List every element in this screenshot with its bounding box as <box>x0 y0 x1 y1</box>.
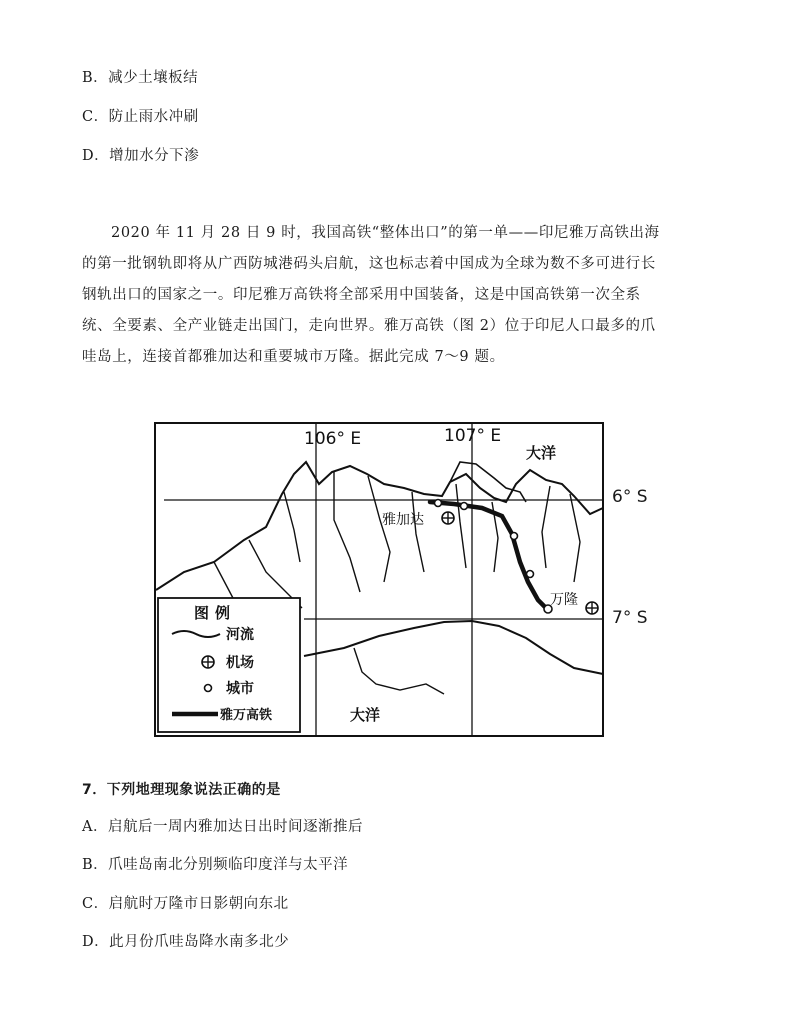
option-text: 防止雨水冲刷 <box>108 109 199 125</box>
question-7-option-d <box>82 930 289 951</box>
ocean-south-label: 大洋 <box>350 706 381 724</box>
lat-label-7s: 7° S <box>612 608 648 628</box>
option-c-prev <box>82 105 199 126</box>
city-dot <box>435 500 442 507</box>
passage-line: 钢轨出口的国家之一。印尼雅万高铁将全部采用中国装备，这是中国高铁第一次全系 <box>82 287 641 303</box>
map-legend <box>158 598 300 732</box>
option-label: D． <box>82 934 110 950</box>
option-label: D． <box>82 148 110 164</box>
lat-label-6s: 6° S <box>612 487 648 507</box>
city-dot <box>461 503 468 510</box>
lon-label-106: 106° E <box>304 429 362 449</box>
option-b-prev <box>82 66 198 87</box>
legend-airport-icon <box>202 656 214 668</box>
option-text: 启航时万隆市日影朝向东北 <box>108 896 289 912</box>
city-label-jakarta: 雅加达 <box>382 512 424 528</box>
option-text: 减少土壤板结 <box>108 70 199 86</box>
city-dot <box>511 533 518 540</box>
option-label: B． <box>82 857 109 873</box>
option-d-prev <box>82 144 199 165</box>
lon-label-107: 107° E <box>444 426 502 446</box>
option-label: C． <box>82 896 109 912</box>
legend-city-icon <box>205 685 212 692</box>
option-label: A． <box>82 819 108 835</box>
passage-line: 的第一批钢轨即将从广西防城港码头启航，这也标志着中国成为全球为数不多可进行长 <box>82 256 656 272</box>
passage-line: 统、全要素、全产业链走出国门，走向世界。雅万高铁（图 2）位于印尼人口最多的爪 <box>82 318 656 334</box>
ocean-north-label: 大洋 <box>526 444 557 462</box>
legend-label-railway: 雅万高铁 <box>220 708 273 723</box>
option-text: 爪哇岛南北分别频临印度洋与太平洋 <box>108 857 349 873</box>
option-label: B． <box>82 70 109 86</box>
city-label-bandung: 万隆 <box>550 592 578 608</box>
option-text: 启航后一周内雅加达日出时间逐渐推后 <box>107 819 363 835</box>
option-label: C． <box>82 109 109 125</box>
question-7-option-c <box>82 892 289 913</box>
passage <box>82 218 722 373</box>
airport-icon <box>586 602 598 614</box>
legend-label-river: 河流 <box>226 627 254 643</box>
city-dot <box>527 571 534 578</box>
question-7-option-a <box>82 815 363 836</box>
question-7-option-b <box>82 853 348 874</box>
option-text: 增加水分下渗 <box>109 148 200 164</box>
legend-label-airport: 机场 <box>226 655 254 671</box>
option-text: 此月份爪哇岛降水南多北少 <box>109 934 290 950</box>
legend-title: 图例 <box>194 604 237 622</box>
question-7-stem: 7．下列地理现象说法正确的是 <box>82 782 281 798</box>
legend-label-city: 城市 <box>226 681 254 697</box>
airport-icon <box>442 512 454 524</box>
passage-line: 哇岛上，连接首都雅加达和重要城市万隆。据此完成 7～9 题。 <box>82 349 505 365</box>
java-map-figure <box>154 422 604 737</box>
passage-line: 2020 年 11 月 28 日 9 时，我国高铁“整体出口”的第一单——印尼雅万高铁出海 <box>111 225 660 241</box>
